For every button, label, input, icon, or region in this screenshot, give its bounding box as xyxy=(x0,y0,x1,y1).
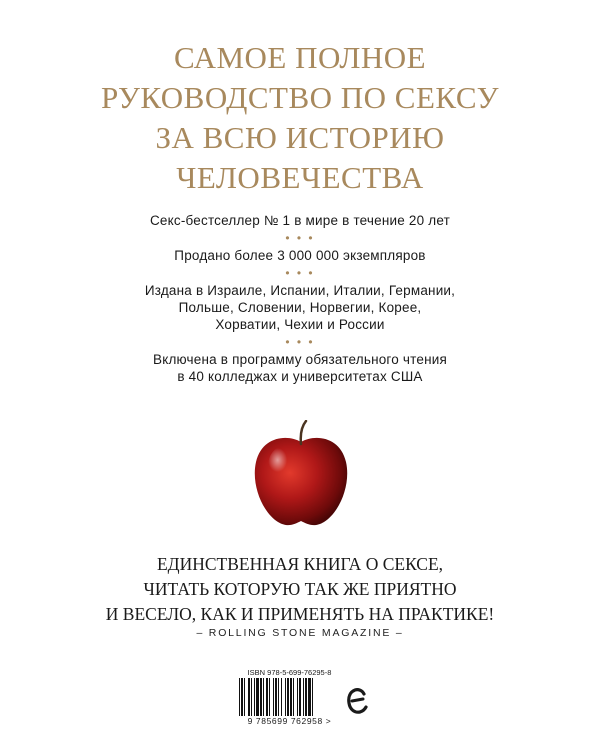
barcode-bar xyxy=(308,678,311,716)
barcode-bar xyxy=(248,678,250,716)
barcode-bar xyxy=(275,678,277,716)
barcode-bar xyxy=(260,678,262,716)
fact-line: Секс-бестселлер № 1 в мире в течение 20 лет xyxy=(149,213,451,228)
apple-illustration xyxy=(248,420,354,530)
fact-item xyxy=(0,212,600,229)
barcode-bar xyxy=(312,678,313,716)
barcode-bar xyxy=(281,678,282,716)
barcode-digits: 9 785699 762958 > xyxy=(247,716,332,726)
quote-line: И ВЕСЕЛО, КАК И ПРИМЕНЯТЬ НА ПРАКТИКЕ! xyxy=(105,604,495,624)
fact-line: Польше, Словении, Норвегии, Корее, xyxy=(178,300,422,315)
barcode-bar xyxy=(269,678,270,716)
fact-item xyxy=(0,351,600,385)
headline xyxy=(0,38,600,198)
fact-line: Хорватии, Чехии и России xyxy=(215,317,385,332)
barcode-bar xyxy=(263,678,264,716)
barcode-bar xyxy=(254,678,255,716)
barcode-bar xyxy=(285,678,286,716)
publisher-logo-icon xyxy=(346,686,368,716)
barcode-bar xyxy=(251,678,252,716)
quote-source: – ROLLING STONE MAGAZINE – xyxy=(196,627,404,639)
separator-dots: • • • xyxy=(285,266,315,280)
barcode-bar xyxy=(239,678,240,716)
barcode-bar xyxy=(244,678,245,716)
barcode-bar xyxy=(273,678,274,716)
fact-line: в 40 колледжах и университетах США xyxy=(177,369,423,384)
barcode-bar xyxy=(290,678,292,716)
barcode-bar xyxy=(278,678,279,716)
barcode-bar xyxy=(305,678,307,716)
headline-line: ЗА ВСЮ ИСТОРИЮ xyxy=(155,120,445,155)
separator-dots: • • • xyxy=(285,335,315,349)
barcode-bar xyxy=(241,678,243,716)
fact-line: Издана в Израиле, Испании, Италии, Германии, xyxy=(144,283,456,298)
barcode-bar xyxy=(256,678,259,716)
barcode-bar xyxy=(266,678,268,716)
barcode-bar xyxy=(297,678,298,716)
quote-line: ЧИТАТЬ КОТОРУЮ ТАК ЖЕ ПРИЯТНО xyxy=(143,579,457,599)
headline-line: РУКОВОДСТВО ПО СЕКСУ xyxy=(100,80,500,115)
separator-dots: • • • xyxy=(285,231,315,245)
quote-line: ЕДИНСТВЕННАЯ КНИГА О СЕКСЕ, xyxy=(156,554,444,574)
fact-item xyxy=(0,247,600,264)
barcode-bar xyxy=(303,678,304,716)
headline-line: САМОЕ ПОЛНОЕ xyxy=(173,40,427,75)
fact-item xyxy=(0,282,600,333)
headline-line: ЧЕЛОВЕЧЕСТВА xyxy=(176,160,424,195)
isbn-label: ISBN 978-5-699-76295-8 xyxy=(247,668,332,677)
barcode xyxy=(238,668,341,728)
barcode-bar xyxy=(299,678,301,716)
facts-list xyxy=(0,212,600,385)
fact-line: Продано более 3 000 000 экземпляров xyxy=(174,248,426,263)
review-quote xyxy=(0,552,600,627)
barcode-bars xyxy=(238,678,341,716)
barcode-bar xyxy=(287,678,289,716)
fact-line: Включена в программу обязательного чтения xyxy=(152,352,447,367)
barcode-bar xyxy=(293,678,294,716)
